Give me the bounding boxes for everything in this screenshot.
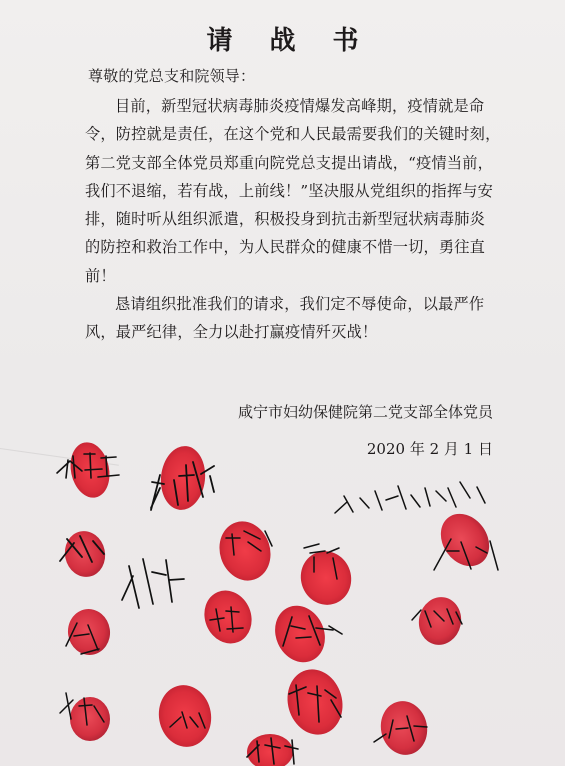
paragraph-1-line-4: 我们不退缩，若有战，上前线！”坚决服从党组织的指挥与安 xyxy=(85,181,494,200)
thumbprint-10 xyxy=(414,593,465,649)
paragraph-1-line-1: 目前，新型冠状病毒肺炎疫情爆发高峰期，疫情就是命 xyxy=(115,97,485,115)
thumbprint-8 xyxy=(197,583,260,650)
signature-organization: 咸宁市妇幼保健院第二党支部全体党员 xyxy=(237,403,493,421)
thumbprint-11 xyxy=(70,697,110,741)
body-text xyxy=(85,92,501,347)
thumbprint-6 xyxy=(61,527,110,580)
thumbprint-3 xyxy=(212,515,278,588)
handwritten-signature-3 xyxy=(335,482,485,513)
paragraph-1-line-6: 的防控和救治工作中，为人民群众的健康不惜一切，勇往直 xyxy=(85,238,486,257)
paragraph-1-line-2: 令，防控就是责任，在这个党和人民最需要我们的关键时刻， xyxy=(85,125,501,144)
page-title: 请 战 书 xyxy=(206,26,373,56)
paragraph-1-line-3: 第二党支部全体党员郑重向院党总支提出请战，“疫情当前， xyxy=(85,153,494,172)
thumbprint-5 xyxy=(431,504,499,575)
paragraph-1-line-5: 排，随时听从组织派遣，积极投身到抗击新型冠状病毒肺炎 xyxy=(85,210,486,229)
paragraph-2-line-1: 恳请组织批准我们的请求，我们定不辱使命，以最严作 xyxy=(115,295,485,314)
paragraph-2-line-2: 风，最严纪律，全力以赴打赢疫情歼灭战！ xyxy=(85,323,378,342)
thumbprint-2 xyxy=(158,444,208,512)
thumbprint-13 xyxy=(280,663,350,741)
thumbprints-svg xyxy=(0,430,565,766)
signature-date: 2020 年 2 月 1 日 xyxy=(366,440,493,458)
thumbprint-12 xyxy=(154,681,216,751)
thumbprint-9 xyxy=(266,598,333,671)
handwritten-signature-5 xyxy=(122,559,184,608)
signature-area xyxy=(0,430,565,766)
thumbprint-4 xyxy=(294,545,358,612)
paragraph-1-line-7: 前！ xyxy=(85,266,116,285)
salutation-line: 尊敬的党总支和院领导： xyxy=(88,67,256,85)
